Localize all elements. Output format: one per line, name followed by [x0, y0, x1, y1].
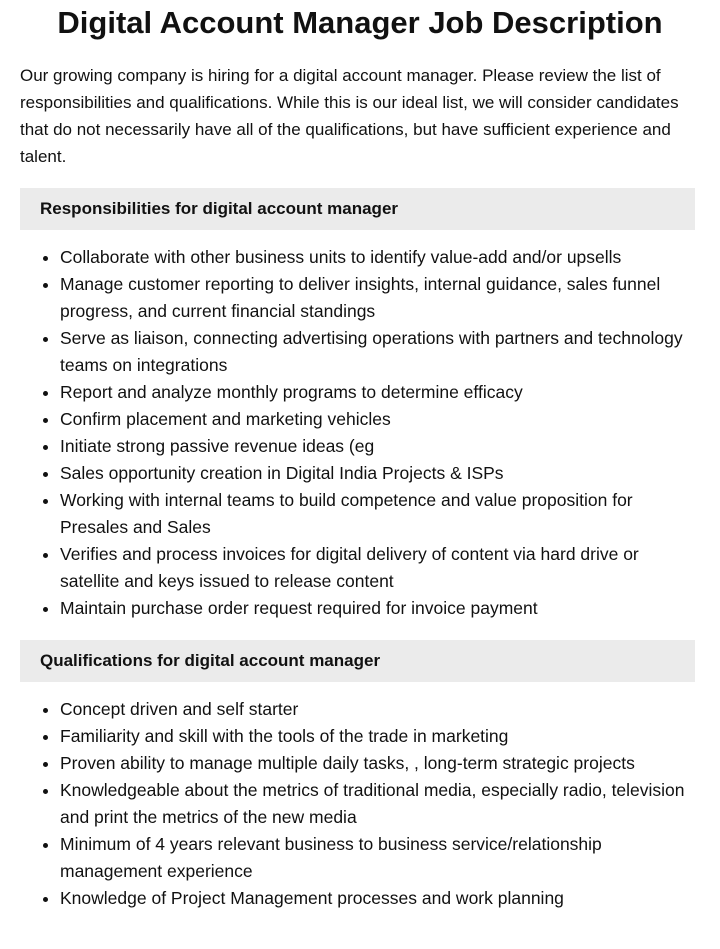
- list-item: • Sales opportunity creation in Digital India Projects & ISPs: [60, 460, 700, 487]
- list-item: • Knowledgeable about the metrics of traditional media, especially radio, television and print the metrics of the new media: [60, 777, 700, 831]
- list-item: • Proven ability to manage multiple daily tasks, , long-term strategic projects: [60, 750, 700, 777]
- list-item: • Initiate strong passive revenue ideas (eg: [60, 433, 700, 460]
- list-item: • Maintain purchase order request required for invoice payment: [60, 595, 700, 622]
- responsibilities-list: [20, 244, 700, 622]
- list-item: • Confirm placement and marketing vehicles: [60, 406, 700, 433]
- list-item: • Manage customer reporting to deliver insights, internal guidance, sales funnel progress, and current financial standings: [60, 271, 700, 325]
- list-item: • Knowledge of Project Management processes and work planning: [60, 885, 700, 912]
- page-title: Digital Account Manager Job Description: [57, 5, 663, 40]
- responsibilities-heading: Responsibilities for digital account manager: [20, 188, 695, 230]
- list-item: • Collaborate with other business units to identify value-add and/or upsells: [60, 244, 700, 271]
- list-item: • Working with internal teams to build competence and value proposition for Presales and Sales: [60, 487, 700, 541]
- qualifications-list: [20, 696, 700, 912]
- list-item: • Report and analyze monthly programs to determine efficacy: [60, 379, 700, 406]
- list-item: • Serve as liaison, connecting advertising operations with partners and technology teams on integrations: [60, 325, 700, 379]
- list-item: • Familiarity and skill with the tools of the trade in marketing: [60, 723, 700, 750]
- list-item: • Concept driven and self starter: [60, 696, 700, 723]
- intro-text: Our growing company is hiring for a digital account manager. Please review the list of responsibilities and qualifications. While this is our ideal list, we will consider candidates that do not necessarily have all of the qualifications, but have sufficient experience and talent.: [20, 66, 679, 166]
- qualifications-heading: Qualifications for digital account manager: [20, 640, 695, 682]
- list-item: • Minimum of 4 years relevant business to business service/relationship management experience: [60, 831, 700, 885]
- list-item: • Verifies and process invoices for digital delivery of content via hard drive or satellite and keys issued to release content: [60, 541, 700, 595]
